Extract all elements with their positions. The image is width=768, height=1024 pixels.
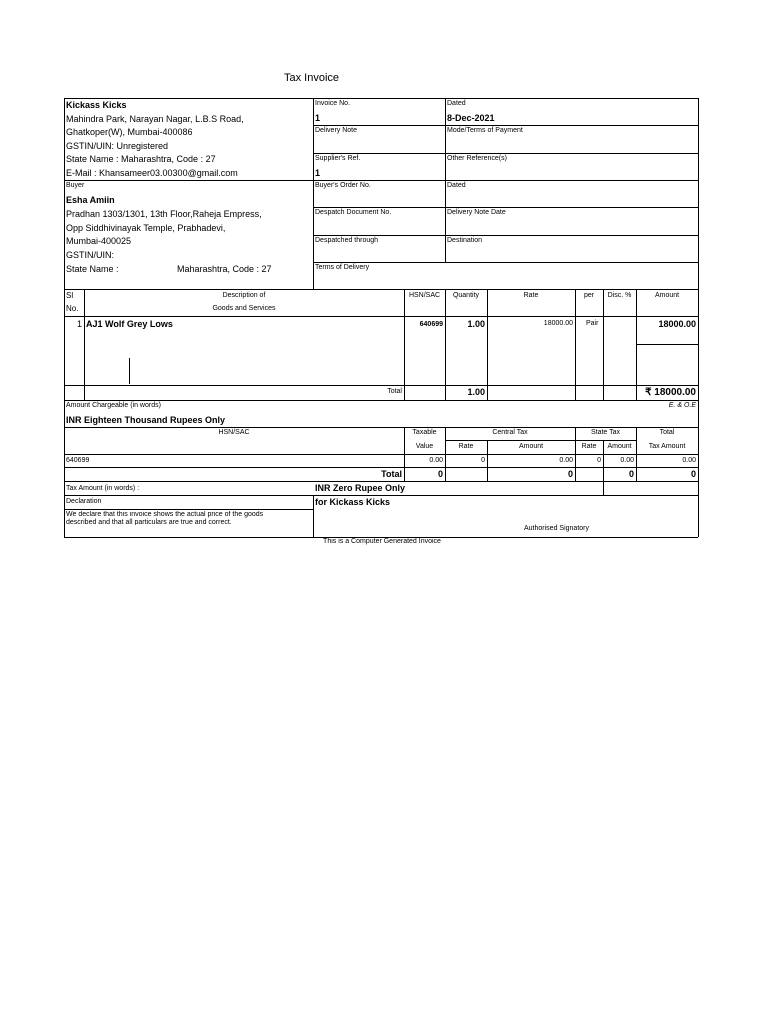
seller-gstin: GSTIN/UIN: Unregistered: [66, 141, 169, 151]
per-header: per: [583, 292, 595, 299]
seller-state: State Name : Maharashtra, Code : 27: [66, 154, 216, 164]
item-rate: 18000.00: [543, 320, 573, 327]
for-company: for Kickass Kicks: [315, 497, 391, 507]
amount-header: Amount: [654, 292, 680, 299]
total-label: Total: [387, 388, 402, 395]
dated-value: 8-Dec-2021: [447, 113, 495, 123]
computer-generated-note: This is a Computer Generated Invoice: [323, 538, 441, 545]
ct-rate-header: Rate: [458, 443, 474, 450]
buyer-gstin: GSTIN/UIN:: [66, 250, 115, 260]
tax-row-ct-amount: 0.00: [559, 457, 573, 464]
tax-row-total: 0.00: [682, 457, 696, 464]
item-per: Pair: [586, 320, 599, 327]
total-quantity: 1.00: [467, 387, 485, 397]
other-ref-label: Other Reference(s): [447, 155, 507, 162]
tax-total-st-amount: 0: [628, 469, 634, 479]
invoice-no-value: 1: [315, 113, 321, 123]
item-amount: 18000.00: [658, 319, 696, 329]
desc-header-2: Goods and Services: [212, 305, 276, 312]
item-sl: 1: [76, 319, 82, 329]
buyer-state-value: Maharashtra, Code : 27: [177, 264, 272, 274]
dated2-label: Dated: [447, 182, 466, 189]
dated-label: Dated: [447, 100, 466, 107]
buyer-address-1: Pradhan 1303/1301, 13th Floor,Raheja Empress,: [66, 209, 262, 219]
tax-row-hsn: 640699: [66, 457, 90, 464]
buyer-address-2: Opp Siddhivinayak Temple, Prabhadevi,: [66, 223, 226, 233]
suppliers-ref-value: 1: [315, 168, 321, 178]
sl-header-2: No.: [66, 304, 79, 313]
item-quantity: 1.00: [467, 319, 485, 329]
taxable-header-1: Taxable: [412, 429, 437, 436]
declaration-text-2: described and that all particulars are true and correct.: [66, 519, 232, 525]
declaration-text: We declare that this invoice shows the actual price of the goods: [66, 511, 264, 518]
declaration-label: Declaration: [66, 498, 102, 505]
sl-header-1: Sl: [66, 291, 74, 300]
hsn-header: HSN/SAC: [408, 292, 441, 299]
suppliers-ref-label: Supplier's Ref.: [315, 155, 361, 162]
st-amount-header: Amount: [607, 443, 632, 450]
delivery-note-label: Delivery Note: [315, 127, 358, 134]
tax-words-value: INR Zero Rupee Only: [315, 483, 406, 493]
buyer-address-3: Mumbai-400025: [66, 236, 132, 246]
item-description: AJ1 Wolf Grey Lows: [86, 319, 173, 329]
desc-header-1: Description of: [222, 292, 266, 299]
tax-total-total: 0: [690, 469, 696, 479]
tax-total-ct-amount: 0: [567, 469, 573, 479]
seller-address-2: Ghatkoper(W), Mumbai-400086: [66, 127, 193, 137]
tax-total-taxable: 0: [437, 469, 443, 479]
seller-address-1: Mahindra Park, Narayan Nagar, L.B.S Road,: [66, 114, 244, 124]
state-tax-header: State Tax: [590, 429, 621, 436]
seller-name: Kickass Kicks: [66, 100, 127, 110]
buyer-state-label: State Name :: [66, 264, 119, 274]
qty-header: Quantity: [452, 292, 480, 299]
tax-total-label: Total: [381, 469, 402, 479]
tax-row-st-amount: 0.00: [620, 457, 634, 464]
despatched-through-label: Despatched through: [315, 237, 379, 244]
total-amount: ₹ 18000.00: [645, 387, 696, 398]
tax-total-header-1: Total: [659, 429, 675, 436]
disc-header: Disc. %: [607, 292, 632, 299]
destination-label: Destination: [447, 237, 483, 244]
despatch-doc-label: Despatch Document No.: [315, 209, 392, 216]
buyers-order-label: Buyer's Order No.: [315, 182, 371, 189]
invoice-no-label: Invoice No.: [315, 100, 351, 107]
tax-row-taxable: 0.00: [429, 457, 443, 464]
eoe-label: E. & O.E: [668, 402, 696, 409]
rate-header: Rate: [523, 292, 539, 299]
tax-total-header-2: Tax Amount: [648, 443, 686, 450]
buyer-label: Buyer: [66, 182, 85, 189]
item-hsn: 640699: [419, 321, 443, 328]
terms-delivery-label: Terms of Delivery: [315, 264, 370, 271]
tax-row-st-rate: 0: [597, 457, 601, 464]
central-tax-header: Central Tax: [492, 429, 528, 436]
invoice-title: Tax Invoice: [284, 72, 340, 84]
authorised-signatory: Authorised Signatory: [524, 525, 589, 532]
mode-terms-label: Mode/Terms of Payment: [447, 127, 523, 134]
tax-row-ct-rate: 0: [481, 457, 485, 464]
tax-words-label: Tax Amount (in words) :: [66, 485, 140, 492]
tax-hsn-header: HSN/SAC: [218, 429, 250, 436]
taxable-header-2: Value: [415, 443, 434, 450]
declaration-box: [66, 511, 312, 525]
amount-words-label: Amount Chargeable (in words): [66, 402, 161, 409]
seller-email: E-Mail : Khansameer03.00300@gmail.com: [66, 168, 238, 178]
st-rate-header: Rate: [581, 443, 597, 450]
ct-amount-header: Amount: [518, 443, 544, 450]
delivery-note-date-label: Delivery Note Date: [447, 209, 506, 216]
buyer-name: Esha Amiin: [66, 195, 115, 205]
amount-words-value: INR Eighteen Thousand Rupees Only: [66, 415, 226, 425]
